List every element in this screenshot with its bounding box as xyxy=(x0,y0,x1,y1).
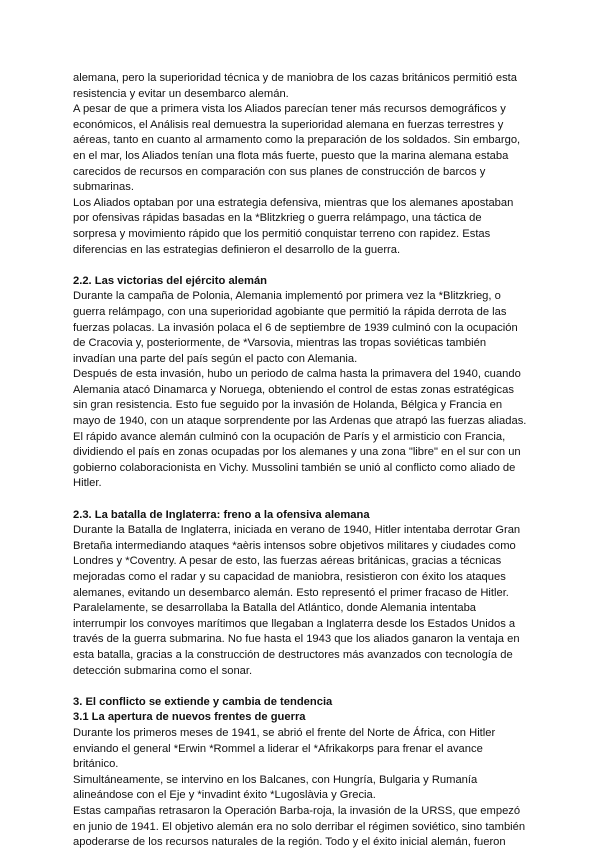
spacer xyxy=(73,258,528,274)
spacer xyxy=(73,492,528,508)
spacer xyxy=(73,679,528,695)
paragraph: Simultáneamente, se intervino en los Balcanes, con Hungría, Bulgaria y Rumanía alineándose con el Eje y *invadint éxito *Lugoslàvia y Grecia. xyxy=(73,773,478,802)
paragraph: Los Aliados optaban por una estrategia defensiva, mientras que los alemanes apostaban por ofensivas rápidas basadas en la *Blitzkrieg o guerra relámpago, una táctica de sorpresa y movimiento rápido que los permitió conquistar terreno con rapidez. Estas diferencias en las estrategias definieron el desarrollo de la guerra. xyxy=(73,196,514,256)
subsection-heading: 3.1 La apertura de nuevos frentes de guerra xyxy=(73,711,306,724)
paragraph: alemana, pero la superioridad técnica y de maniobra de los cazas británicos permitió esta resistencia y evitar un desembarco alemán. xyxy=(73,72,518,100)
section-heading: 2.3. La batalla de Inglaterra: freno a la ofensiva alemana xyxy=(73,508,370,521)
paragraph: Paralelamente, se desarrollaba la Batalla del Atlántico, donde Alemania intentaba interrumpir los convoyes marítimos que llegaban a Inglaterra desde los Estados Unidos a través de la guerra submarina. No fue hasta el 1943 que los aliados ganaron la ventaja en esta batalla, gracias a la construcción de destructores más avanzados con tecnología de detección submarina como el sonar. xyxy=(73,602,520,677)
paragraph: A pesar de que a primera vista los Aliados parecían tener más recursos demográficos y económicos, el Análisis real demuestra la superioridad alemana en fuerzas terrestres y aéreas, tanto en cuanto al armamento como la preparación de los soldados. Sin embargo, en el mar, los Aliados tenían una flota más fuerte, puesto que la marina alemana estaba carecidos de recursos en comparación con sus planes de construcción de barcos y submarinas. xyxy=(73,103,521,194)
document-page xyxy=(73,71,528,851)
paragraph: Durante los primeros meses de 1941, se abrió el frente del Norte de África, con Hitler enviando el general *Erwin *Rommel a liderar el *Afrikakorps para frenar el avance británico. xyxy=(73,726,496,771)
paragraph: Durante la Batalla de Inglaterra, iniciada en verano de 1940, Hitler intentaba derrotar Gran Bretaña intermediando ataques *aèris intensos sobre objetivos militares y ciudades como Londres y *Coventry. A pesar de esto, las fuerzas aéreas británicas, gracias a técnicas mejoradas como el radar y su capacidad de maniobra, resistieron con éxito los ataques alemanes, evitando un desembarco alemán. Esto representó el primer fracaso de Hitler. xyxy=(73,524,521,599)
section-heading: 2.2. Las victorias del ejército alemán xyxy=(73,274,268,287)
paragraph: Estas campañas retrasaron la Operación Barba-roja, la invasión de la URSS, que empezó en junio de 1941. El objetivo alemán era no solo derribar el régimen soviético, sino también apoderarse de los recursos naturales de la región. Todo y el éxito inicial alemán, fueron xyxy=(73,804,526,849)
paragraph: Después de esta invasión, hubo un periodo de calma hasta la primavera del 1940, cuando Alemania atacó Dinamarca y Noruega, obteniendo el control de estas zonas estratégicas sin gran resistencia. Esto fue seguido por la invasión de Holanda, Bélgica y Francia en mayo de 1940, con un ataque sorprendente por las Ardenas que atrapó las fuerzas aliadas. El rápido avance alemán culminó con la ocupación de París y el armisticio con Francia, dividiendo el país en zonas ocupadas por los alemanes y una zona "libre" en el sur con un gobierno colaboracionista en Vichy. Mussolini también se unió al conflicto como aliado de Hitler. xyxy=(73,368,527,490)
paragraph: Durante la campaña de Polonia, Alemania implementó por primera vez la *Blitzkrieg, o guerra relámpago, con una superioridad agobiante que permitió la rápida derrota de las fuerzas polacas. La invasión polaca el 6 de septiembre de 1939 culminó con la ocupación de Cracovia y, posteriormente, de *Varsovia, mientras las tropas soviéticas también invadían una parte del país según el pacto con Alemania. xyxy=(73,290,518,365)
section-heading: 3. El conflicto se extiende y cambia de tendencia xyxy=(73,695,333,708)
